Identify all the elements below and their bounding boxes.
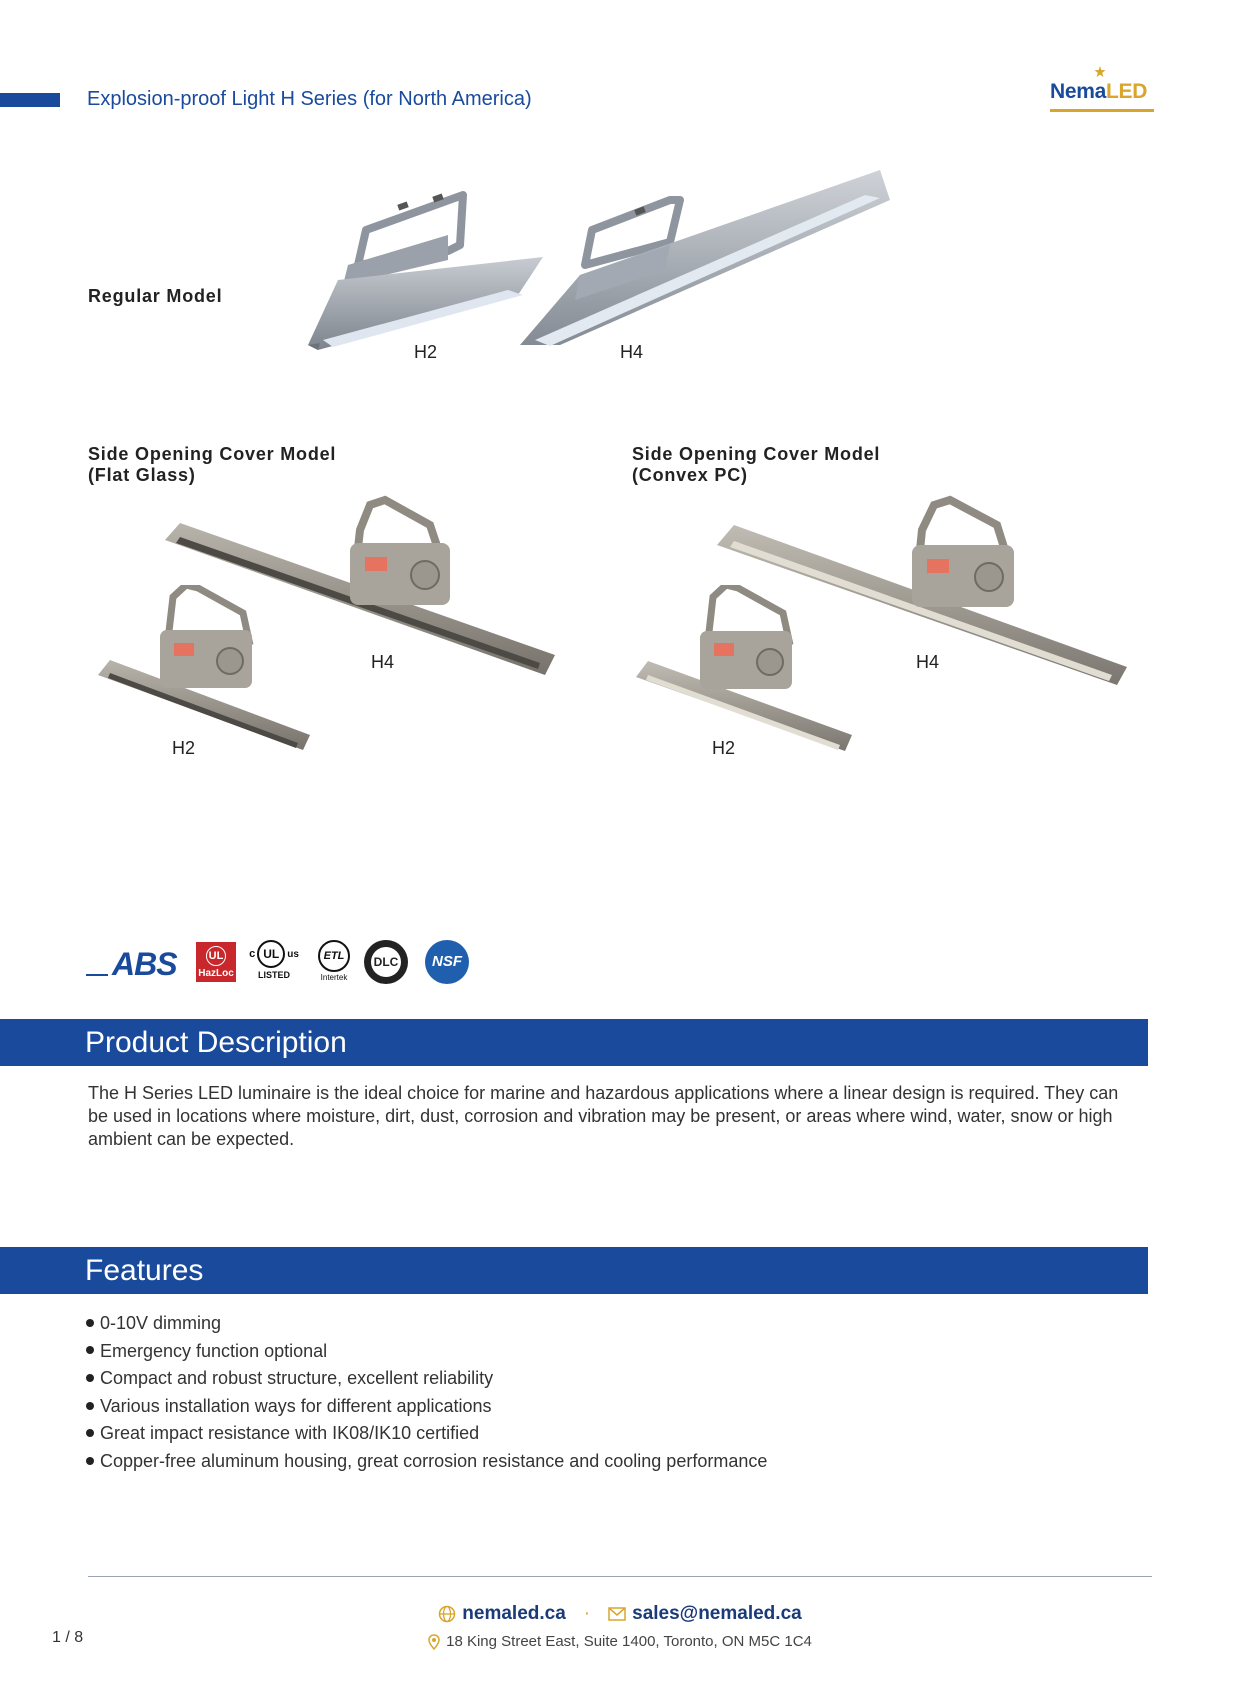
page-header-title: Explosion-proof Light H Series (for North America) — [87, 88, 532, 110]
feature-text: Copper-free aluminum housing, great corrosion resistance and cooling performance — [100, 1450, 768, 1471]
mail-icon — [608, 1607, 626, 1621]
convex-pc-model-label-line1: Side Opening Cover Model — [632, 444, 881, 464]
location-pin-icon — [428, 1634, 440, 1650]
etl-certification-logo — [311, 940, 357, 986]
feature-item — [84, 1420, 767, 1448]
feature-item — [84, 1448, 767, 1476]
website-link[interactable]: nemaled.ca — [462, 1603, 566, 1624]
feature-item — [84, 1393, 767, 1421]
logo-brand-text: Nema — [1050, 80, 1106, 103]
convex-pc-h4-label: H4 — [916, 652, 940, 672]
header-accent-bar — [0, 93, 60, 107]
convex-pc-h2-fixture-image — [636, 585, 856, 760]
abs-logo-rule — [86, 974, 108, 976]
logo-wordmark — [1050, 80, 1147, 104]
feature-text: 0-10V dimming — [100, 1313, 222, 1333]
ul-listed-us: us — [287, 948, 299, 960]
logo-underline — [1050, 109, 1154, 112]
address-text: 18 King Street East, Suite 1400, Toronto, ON M5C 1C4 — [446, 1633, 812, 1650]
flat-glass-h2-label: H2 — [172, 738, 196, 758]
features-list — [84, 1310, 767, 1476]
ul-listed-c: c — [249, 948, 256, 960]
ul-listed-certification-logo — [246, 940, 302, 986]
feature-item — [84, 1365, 767, 1393]
nsf-certification-logo — [425, 940, 469, 984]
product-description-body: The H Series LED luminaire is the ideal choice for marine and hazardous applications where a linear design is required. They can be used in locations where moisture, dirt, dust, corrosion and vibration may be present, or areas where wind, water, snow or high ambient can be expected. — [88, 1083, 1119, 1149]
maple-leaf-icon — [1094, 66, 1106, 78]
features-header-bar — [0, 1247, 1148, 1294]
regular-model-label: Regular Model — [88, 286, 223, 306]
footer-contact-line — [0, 1603, 1240, 1625]
feature-text: Compact and robust structure, excellent reliability — [100, 1368, 494, 1389]
feature-text: Various installation ways for different applications — [100, 1395, 492, 1416]
etl-mark: ETL — [318, 940, 350, 972]
nsf-mark: NSF — [432, 953, 462, 970]
page-number: 1 / 8 — [52, 1629, 84, 1646]
flat-glass-h4-label: H4 — [371, 652, 395, 672]
abs-certification-logo — [86, 948, 177, 980]
ul-listed-caption: LISTED — [257, 970, 290, 980]
flat-glass-h2-fixture-image — [98, 585, 313, 760]
footer-address-line — [0, 1633, 1240, 1650]
ul-hazloc-text: HazLoc — [198, 968, 234, 979]
ul-listed-mark: UL — [257, 940, 285, 968]
etl-caption: Intertek — [320, 973, 348, 982]
bullet-icon — [86, 1429, 94, 1437]
regular-h4-fixture-image — [520, 160, 890, 355]
ul-hazloc-certification-logo — [196, 942, 236, 982]
features-title: Features — [85, 1254, 204, 1287]
logo-led-text: LED — [1106, 80, 1148, 103]
bullet-icon — [86, 1319, 94, 1327]
product-description-header-bar — [0, 1019, 1148, 1066]
email-link[interactable]: sales@nemaled.ca — [632, 1603, 802, 1624]
regular-h4-label: H4 — [620, 342, 644, 362]
ul-hazloc-mark: UL — [206, 946, 226, 966]
nemaled-logo — [1050, 64, 1156, 116]
bullet-icon — [86, 1402, 94, 1410]
product-description-title: Product Description — [85, 1026, 347, 1059]
feature-text: Emergency function optional — [100, 1340, 328, 1361]
abs-logo-text: ABS — [112, 946, 177, 982]
footer-separator: · — [583, 1603, 591, 1624]
flat-glass-model-label-line2: (Flat Glass) — [88, 465, 196, 485]
globe-icon — [438, 1605, 456, 1623]
dlc-certification-logo — [364, 940, 408, 984]
convex-pc-model-label-line2: (Convex PC) — [632, 465, 748, 485]
footer-divider — [88, 1576, 1152, 1577]
bullet-icon — [86, 1457, 94, 1465]
convex-pc-h2-label: H2 — [712, 738, 736, 758]
dlc-mark: DLC — [371, 947, 401, 977]
bullet-icon — [86, 1346, 94, 1354]
regular-h2-fixture-image — [308, 185, 548, 355]
feature-item — [84, 1310, 767, 1338]
feature-text: Great impact resistance with IK08/IK10 certified — [100, 1423, 480, 1444]
regular-h2-label: H2 — [414, 342, 438, 362]
bullet-icon — [86, 1374, 94, 1382]
flat-glass-model-label-line1: Side Opening Cover Model — [88, 444, 337, 464]
feature-item — [84, 1338, 767, 1366]
